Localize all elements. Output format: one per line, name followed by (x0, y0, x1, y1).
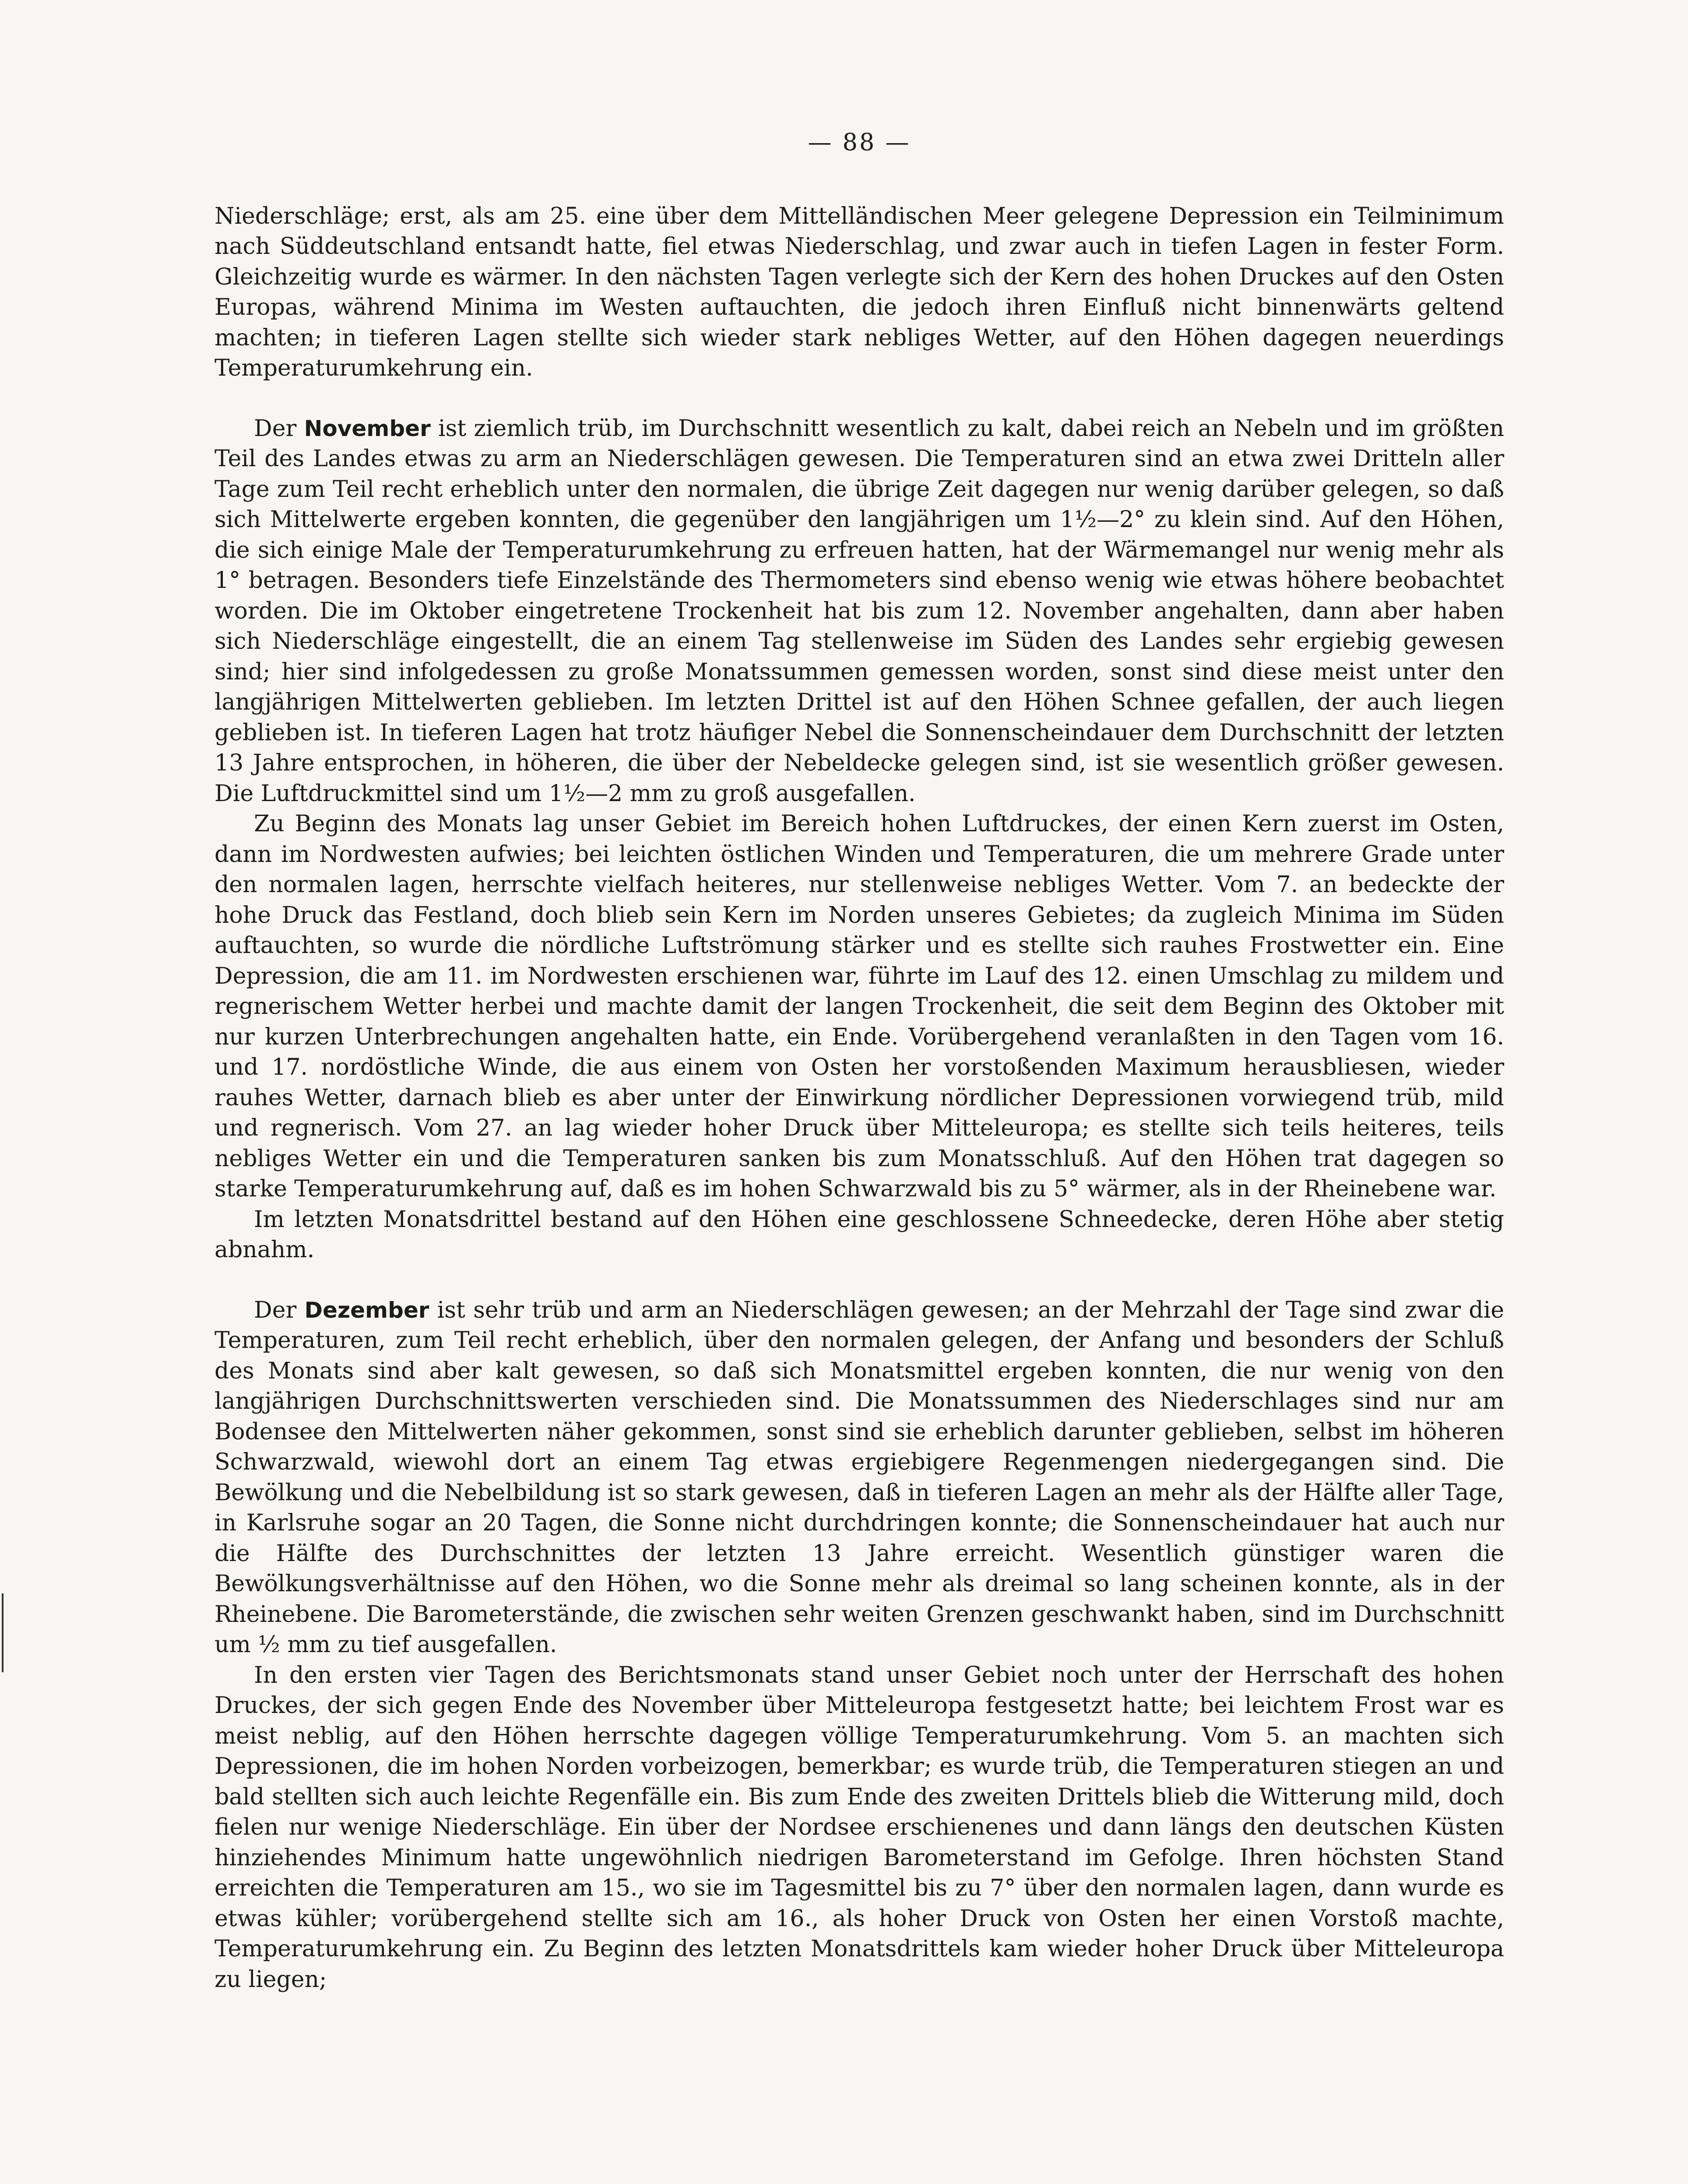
paragraph-november-summary (215, 414, 1504, 809)
paragraph-prefix: Der (254, 1297, 305, 1323)
paragraph-body: ist ziemlich trüb, im Durchschnitt wesentlich zu kalt, dabei reich an Nebeln und im größten Teil des Landes etwas zu arm an Niederschlägen gewesen. Die Temperaturen sind an etwa zwei Dritteln aller Tage zum Teil recht erheblich unter den normalen, die übrige Zeit dagegen nur wenig darüber gelegen, so daß sich Mittelwerte ergeben konnten, die gegenüber den langjährigen um 1½—2° zu klein sind. Auf den Höhen, die sich einige Male der Temperaturumkehrung zu erfreuen hatten, hat der Wärmemangel nur wenig mehr als 1° betragen. Besonders tiefe Einzelstände des Thermometers sind ebenso wenig wie etwas höhere beobachtet worden. Die im Oktober eingetretene Trockenheit hat bis zum 12. November angehalten, dann aber haben sich Niederschläge eingestellt, die an einem Tag stellenweise im Süden des Landes sehr ergiebig gewesen sind; hier sind infolgedessen zu große Monatssummen gemessen worden, sonst sind diese meist unter den langjährigen Mittelwerten geblieben. Im letzten Drittel ist auf den Höhen Schnee gefallen, der auch liegen geblieben ist. In tieferen Lagen hat trotz häufiger Nebel die Sonnenscheindauer dem Durchschnitt der letzten 13 Jahre entsprochen, in höheren, die über der Nebeldecke gelegen sind, ist sie wesentlich größer gewesen. Die Luftdruckmittel sind um 1½—2 mm zu groß ausgefallen. (215, 415, 1504, 807)
paragraph-body: ist sehr trüb und arm an Niederschlägen gewesen; an der Mehrzahl der Tage sind zwar die Temperaturen, zum Teil recht erheblich, über den normalen gelegen, der Anfang und besonders der Schluß des Monats sind aber kalt gewesen, so daß sich Monatsmittel ergeben konnten, die nur wenig von den langjährigen Durchschnittswerten verschieden sind. Die Monatssummen des Niederschlages sind nur am Bodensee den Mittelwerten näher gekommen, sonst sind sie erheblich darunter geblieben, selbst im höheren Schwarzwald, wiewohl dort an einem Tag etwas ergiebigere Regenmengen niedergegangen sind. Die Bewölkung und die Nebelbildung ist so stark gewesen, daß in tieferen Lagen an mehr als der Hälfte aller Tage, in Karlsruhe sogar an 20 Tagen, die Sonne nicht durchdringen konnte; die Sonnenscheindauer hat auch nur die Hälfte des Durchschnittes der letzten 13 Jahre erreicht. Wesentlich günstiger waren die Bewölkungsverhältnisse auf den Höhen, wo die Sonne mehr als dreimal so lang scheinen konnte, als in der Rheinebene. Die Barometerstände, die zwischen sehr weiten Grenzen geschwankt haben, sind im Durchschnitt um ½ mm zu tief ausgefallen. (215, 1297, 1504, 1658)
section-gap (215, 1266, 1504, 1295)
paragraph-november-weather: Zu Beginn des Monats lag unser Gebiet im Bereich hohen Luftdruckes, der einen Kern zuerst im Osten, dann im Nordwesten aufwies; bei leichten östlichen Winden und Temperaturen, die um mehrere Grade unter den normalen lagen, herrschte vielfach heiteres, nur stellenweise nebliges Wetter. Vom 7. an bedeckte der hohe Druck das Festland, doch blieb sein Kern im Norden unseres Gebietes; da zugleich Minima im Süden auftauchten, so wurde die nördliche Luftströmung stärker und es stellte sich rauhes Frostwetter ein. Eine Depression, die am 11. im Nordwesten erschienen war, führte im Lauf des 12. einen Umschlag zu mildem und regnerischem Wetter herbei und machte damit der langen Trockenheit, die seit dem Beginn des Oktober mit nur kurzen Unterbrechungen angehalten hatte, ein Ende. Vorübergehend veranlaßten in den Tagen vom 16. und 17. nordöstliche Winde, die aus einem von Osten her vorstoßenden Maximum herausbliesen, wieder rauhes Wetter, darnach blieb es aber unter der Einwirkung nördlicher Depressionen vorwiegend trüb, mild und regnerisch. Vom 27. an lag wieder hoher Druck über Mitteleuropa; es stellte sich teils heiteres, teils nebliges Wetter ein und die Temperaturen sanken bis zum Monatsschluß. Auf den Höhen trat dagegen so starke Temperaturumkehrung auf, daß es im hohen Schwarzwald bis zu 5° wärmer, als in der Rheinebene war. (215, 811, 1504, 1202)
paragraph-prefix: Der (254, 415, 304, 442)
month-heading-december: Dezember (304, 1297, 429, 1323)
section-gap (215, 384, 1504, 414)
month-heading-november: November (304, 415, 431, 441)
paragraph-december-summary (215, 1295, 1504, 1660)
page-number: — 88 — (808, 128, 911, 156)
paragraph-december-weather: In den ersten vier Tagen des Berichtsmonats stand unser Gebiet noch unter der Herrschaft des hohen Druckes, der sich gegen Ende des November über Mitteleuropa festgesetzt hatte; bei leichtem Frost war es meist neblig, auf den Höhen herrschte dagegen völlige Temperaturumkehrung. Vom 5. an machten sich Depressionen, die im hohen Norden vorbeizogen, bemerkbar; es wurde trüb, die Temperaturen stiegen an und bald stellten sich auch leichte Regenfälle ein. Bis zum Ende des zweiten Drittels blieb die Witterung mild, doch fielen nur wenige Niederschläge. Ein über der Nordsee erschienenes und dann längs den deutschen Küsten hinziehendes Minimum hatte ungewöhnlich niedrigen Barometerstand im Gefolge. Ihren höchsten Stand erreichten die Temperaturen am 15., wo sie im Tagesmittel bis zu 7° über den normalen lagen, dann wurde es etwas kühler; vorübergehend stellte sich am 16., als hoher Druck von Osten her einen Vorstoß machte, Temperaturumkehrung ein. Zu Beginn des letzten Monatsdrittels kam wieder hoher Druck über Mitteleuropa zu liegen; (215, 1662, 1504, 1993)
scan-edge-mark (2, 1593, 4, 1672)
paragraph-november-snow: Im letzten Monatsdrittel bestand auf den Höhen eine geschlossene Schneedecke, deren Höhe aber stetig abnahm. (215, 1206, 1504, 1263)
paragraph-october-continuation: Niederschläge; erst, als am 25. eine über dem Mittelländischen Meer gelegene Depression ein Teilminimum nach Süddeutschland entsandt hatte, fiel etwas Niederschlag, und zwar auch in tiefen Lagen in fester Form. Gleichzeitig wurde es wärmer. In den nächsten Tagen verlegte sich der Kern des hohen Druckes auf den Osten Europas, während Minima im Westen auftauchten, die jedoch ihren Einfluß nicht binnenwärts geltend machten; in tieferen Lagen stellte sich wieder stark nebliges Wetter, auf den Höhen dagegen neuerdings Temperaturumkehrung ein. (215, 203, 1504, 381)
